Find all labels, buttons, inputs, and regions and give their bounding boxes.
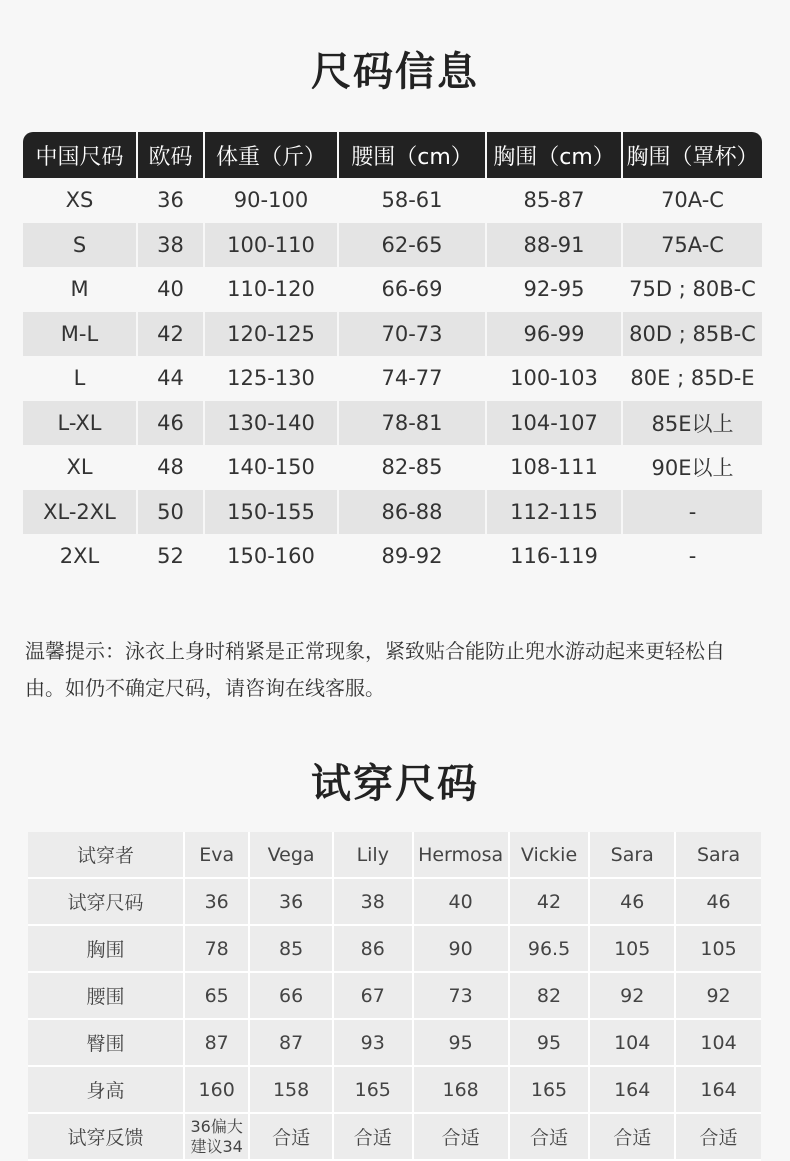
- trial-size-cell: 46: [589, 878, 675, 925]
- size-chart-row: [23, 178, 762, 223]
- size-chart-cell: 75D ; 80B-C: [622, 267, 762, 312]
- trial-size-cell: 104: [589, 1019, 675, 1066]
- size-chart-header-cell: 中国尺码: [23, 132, 137, 178]
- size-chart-row: [23, 356, 762, 401]
- trial-size-row: [28, 925, 761, 972]
- size-chart-cell: 48: [137, 445, 204, 490]
- trial-size-row: [28, 878, 761, 925]
- size-chart-cell: -: [622, 534, 762, 579]
- size-chart-cell: L: [23, 356, 137, 401]
- size-chart-cell: 88-91: [486, 223, 622, 268]
- trial-size-cell: 158: [249, 1066, 333, 1113]
- size-chart-header-cell: 胸围（cm）: [486, 132, 622, 178]
- size-chart-cell: 104-107: [486, 401, 622, 446]
- trial-size-cell: 36: [184, 878, 249, 925]
- size-chart-cell: M: [23, 267, 137, 312]
- trial-size-cell: 86: [333, 925, 413, 972]
- size-chart-cell: XL: [23, 445, 137, 490]
- trial-size-cell: 92: [589, 972, 675, 1019]
- size-chart-row: [23, 490, 762, 535]
- size-chart-cell: 116-119: [486, 534, 622, 579]
- trial-size-cell: 78: [184, 925, 249, 972]
- size-chart-cell: 46: [137, 401, 204, 446]
- trial-size-cell: 165: [333, 1066, 413, 1113]
- size-chart-header-cell: 胸围（罩杯）: [622, 132, 762, 178]
- size-chart-cell: 70A-C: [622, 178, 762, 223]
- trial-size-row: [28, 832, 761, 878]
- trial-size-cell: 90: [413, 925, 509, 972]
- trial-size-table: [28, 832, 761, 1161]
- size-chart-cell: 75A-C: [622, 223, 762, 268]
- size-chart-row: [23, 223, 762, 268]
- trial-size-cell: 合适: [675, 1113, 761, 1160]
- size-chart-cell: 36: [137, 178, 204, 223]
- trial-size-cell: 40: [413, 878, 509, 925]
- size-chart-header-cell: 腰围（cm）: [338, 132, 486, 178]
- trial-size-cell: 93: [333, 1019, 413, 1066]
- size-chart-cell: 82-85: [338, 445, 486, 490]
- trial-size-cell: 42: [509, 878, 590, 925]
- trial-size-cell: Vickie: [509, 832, 590, 878]
- size-chart-cell: 100-103: [486, 356, 622, 401]
- trial-size-cell: 87: [184, 1019, 249, 1066]
- size-chart-cell: 112-115: [486, 490, 622, 535]
- trial-size-cell: 82: [509, 972, 590, 1019]
- trial-size-cell: 164: [675, 1066, 761, 1113]
- sizing-tip: 温馨提示：泳衣上身时稍紧是正常现象，紧致贴合能防止兜水游动起来更轻松自由。如仍不确定尺码，请咨询在线客服。: [25, 639, 725, 700]
- trial-size-cell: Lily: [333, 832, 413, 878]
- trial-size-cell: 165: [509, 1066, 590, 1113]
- trial-size-row: [28, 1066, 761, 1113]
- size-chart-cell: 40: [137, 267, 204, 312]
- size-chart-cell: 80E ; 85D-E: [622, 356, 762, 401]
- size-chart-header-row: [23, 132, 762, 178]
- size-chart-cell: 86-88: [338, 490, 486, 535]
- size-chart-cell: S: [23, 223, 137, 268]
- size-chart-cell: 120-125: [204, 312, 338, 357]
- size-chart-header-cell: 欧码: [137, 132, 204, 178]
- trial-size-row: [28, 1019, 761, 1066]
- trial-size-row-label: 腰围: [28, 972, 184, 1019]
- trial-size-cell: 合适: [249, 1113, 333, 1160]
- trial-size-row: [28, 972, 761, 1019]
- trial-size-cell: 合适: [509, 1113, 590, 1160]
- trial-size-cell: 合适: [333, 1113, 413, 1160]
- size-chart-cell: 85-87: [486, 178, 622, 223]
- size-chart-cell: 52: [137, 534, 204, 579]
- trial-size-row-label: 臀围: [28, 1019, 184, 1066]
- trial-size-cell: 95: [509, 1019, 590, 1066]
- size-chart-cell: 58-61: [338, 178, 486, 223]
- trial-size-cell: 105: [589, 925, 675, 972]
- size-chart-cell: 85E以上: [622, 401, 762, 446]
- size-chart-cell: 130-140: [204, 401, 338, 446]
- trial-size-row: [28, 1113, 761, 1160]
- trial-size-cell: Hermosa: [413, 832, 509, 878]
- size-chart-cell: 70-73: [338, 312, 486, 357]
- trial-size-cell: 36: [249, 878, 333, 925]
- size-chart-cell: XS: [23, 178, 137, 223]
- trial-size-cell: 168: [413, 1066, 509, 1113]
- trial-size-cell: 104: [675, 1019, 761, 1066]
- size-chart-cell: 50: [137, 490, 204, 535]
- trial-size-cell: 36偏大 建议34: [184, 1113, 249, 1160]
- size-chart-cell: 90-100: [204, 178, 338, 223]
- size-chart-cell: -: [622, 490, 762, 535]
- trial-size-cell: Sara: [675, 832, 761, 878]
- size-chart-cell: 96-99: [486, 312, 622, 357]
- size-info-title: 尺码信息: [311, 49, 479, 95]
- trial-size-cell: Vega: [249, 832, 333, 878]
- trial-size-cell: 92: [675, 972, 761, 1019]
- trial-size-title: 试穿尺码: [311, 761, 479, 807]
- trial-size-cell: 87: [249, 1019, 333, 1066]
- size-chart-row: [23, 312, 762, 357]
- size-chart-cell: 100-110: [204, 223, 338, 268]
- size-chart-cell: 38: [137, 223, 204, 268]
- size-chart-cell: M-L: [23, 312, 137, 357]
- size-chart-cell: 150-160: [204, 534, 338, 579]
- trial-size-cell: Eva: [184, 832, 249, 878]
- size-chart-row: [23, 445, 762, 490]
- size-chart-header-cell: 体重（斤）: [204, 132, 338, 178]
- trial-size-cell: 66: [249, 972, 333, 1019]
- size-chart-cell: XL-2XL: [23, 490, 137, 535]
- size-chart-row: [23, 267, 762, 312]
- trial-size-cell: 105: [675, 925, 761, 972]
- trial-size-cell: 65: [184, 972, 249, 1019]
- trial-size-row-label: 试穿者: [28, 832, 184, 878]
- size-chart-cell: 62-65: [338, 223, 486, 268]
- trial-size-cell: Sara: [589, 832, 675, 878]
- size-chart-cell: 2XL: [23, 534, 137, 579]
- size-chart-cell: 140-150: [204, 445, 338, 490]
- size-chart-table: [23, 132, 762, 579]
- size-chart-cell: 44: [137, 356, 204, 401]
- size-chart-cell: 66-69: [338, 267, 486, 312]
- trial-size-cell: 合适: [589, 1113, 675, 1160]
- size-chart-cell: 80D ; 85B-C: [622, 312, 762, 357]
- size-chart-row: [23, 401, 762, 446]
- trial-size-row-label: 试穿尺码: [28, 878, 184, 925]
- trial-size-cell: 160: [184, 1066, 249, 1113]
- size-chart-row: [23, 534, 762, 579]
- size-chart-cell: 108-111: [486, 445, 622, 490]
- trial-size-row-label: 试穿反馈: [28, 1113, 184, 1160]
- trial-size-cell: 38: [333, 878, 413, 925]
- size-chart-cell: 92-95: [486, 267, 622, 312]
- trial-size-cell: 85: [249, 925, 333, 972]
- trial-size-row-label: 胸围: [28, 925, 184, 972]
- size-chart-cell: 42: [137, 312, 204, 357]
- trial-size-cell: 合适: [413, 1113, 509, 1160]
- trial-size-row-label: 身高: [28, 1066, 184, 1113]
- size-chart-cell: 78-81: [338, 401, 486, 446]
- size-chart-cell: 89-92: [338, 534, 486, 579]
- trial-size-cell: 73: [413, 972, 509, 1019]
- trial-size-cell: 46: [675, 878, 761, 925]
- size-chart-cell: 90E以上: [622, 445, 762, 490]
- trial-size-cell: 95: [413, 1019, 509, 1066]
- size-chart-cell: 110-120: [204, 267, 338, 312]
- trial-size-cell: 67: [333, 972, 413, 1019]
- size-chart-cell: 125-130: [204, 356, 338, 401]
- size-chart-cell: L-XL: [23, 401, 137, 446]
- size-chart-cell: 74-77: [338, 356, 486, 401]
- size-chart-cell: 150-155: [204, 490, 338, 535]
- trial-size-cell: 164: [589, 1066, 675, 1113]
- trial-size-cell: 96.5: [509, 925, 590, 972]
